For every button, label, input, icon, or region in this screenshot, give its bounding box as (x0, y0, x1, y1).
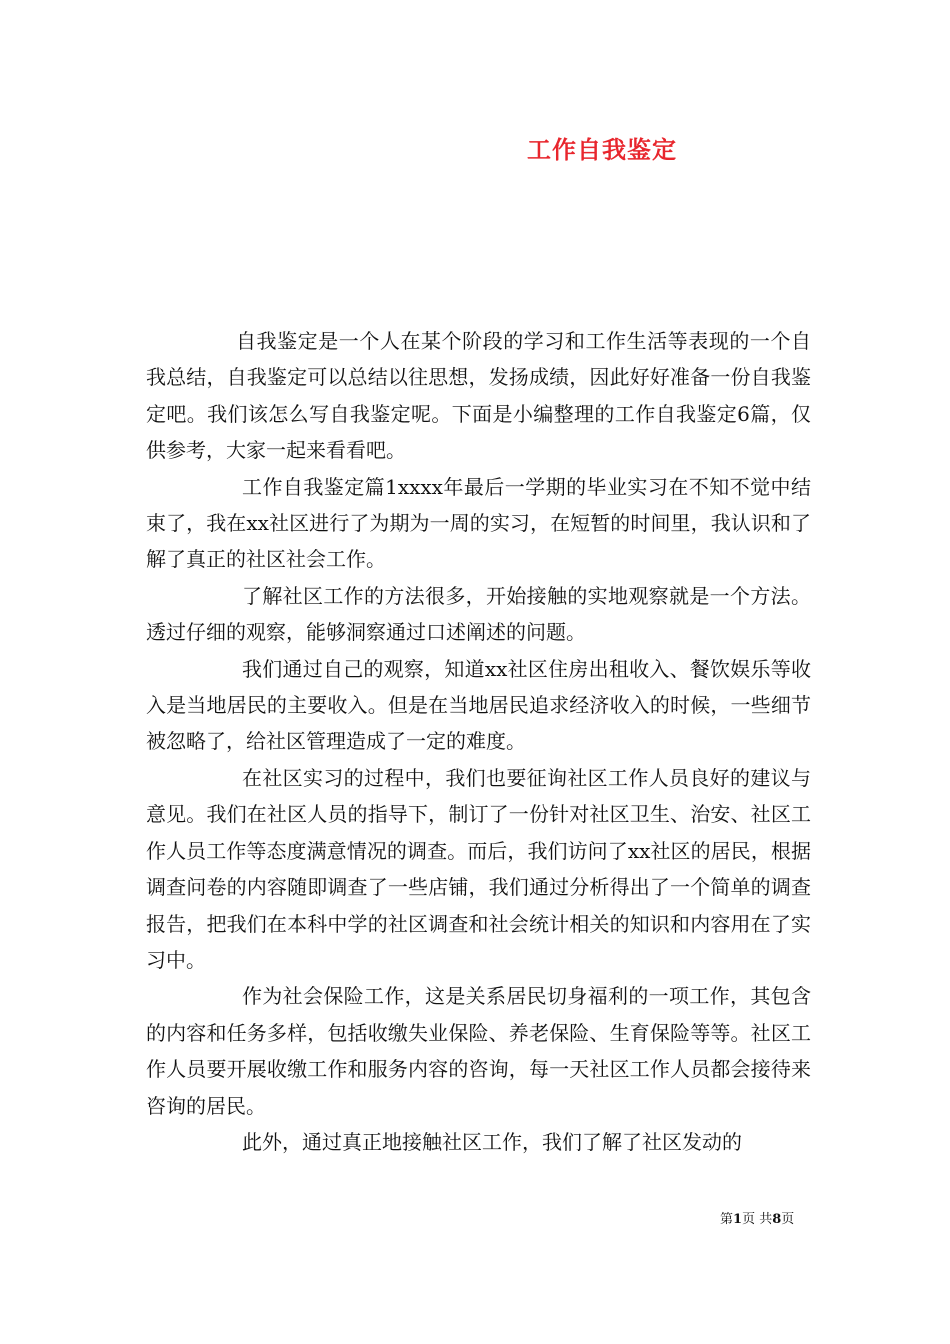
paragraph: 工作自我鉴定篇1xxxx年最后一学期的毕业实习在不知不觉中结束了，我在xx社区进行了为期为一周的实习，在短暂的时间里，我认识和了解了真正的社区社会工作。 (146, 474, 811, 572)
page-title: 工作自我鉴定 (527, 135, 677, 164)
paragraph: 了解社区工作的方法很多，开始接触的实地观察就是一个方法。透过仔细的观察，能够洞察通过口述阐述的问题。 (146, 583, 811, 645)
footer-middle: 页 共 (742, 1212, 773, 1227)
document-body (146, 323, 811, 1160)
page-number-footer (720, 1208, 794, 1227)
paragraph: 我们通过自己的观察，知道xx社区住房出租收入、餐饮娱乐等收入是当地居民的主要收入。但是在当地居民追求经济收入的时候，一些细节被忽略了，给社区管理造成了一定的难度。 (146, 656, 811, 754)
paragraph: 在社区实习的过程中，我们也要征询社区工作人员良好的建议与意见。我们在社区人员的指导下，制订了一份针对社区卫生、治安、社区工作人员工作等态度满意情况的调查。而后，我们访问了xx社区的居民，根据调查问卷的内容随即调查了一些店铺，我们通过分析得出了一个简单的调查报告，把我们在本科中学的社区调查和社会统计相关的知识和内容用在了实习中。 (146, 765, 811, 972)
paragraph-intro: 自我鉴定是一个人在某个阶段的学习和工作生活等表现的一个自我总结，自我鉴定可以总结以往思想，发扬成绩，因此好好准备一份自我鉴定吧。我们该怎么写自我鉴定呢。下面是小编整理的工作自我鉴定6篇，仅供参考，大家一起来看看吧。 (146, 329, 811, 463)
total-page-number: 8 (772, 1212, 782, 1227)
footer-prefix: 第 (720, 1212, 734, 1227)
current-page-number: 1 (733, 1212, 743, 1227)
footer-suffix: 页 (781, 1212, 795, 1227)
paragraph: 此外，通过真正地接触社区工作，我们了解了社区发动的 (242, 1129, 742, 1154)
paragraph: 作为社会保险工作，这是关系居民切身福利的一项工作，其包含的内容和任务多样，包括收缴失业保险、养老保险、生育保险等等。社区工作人员要开展收缴工作和服务内容的咨询，每一天社区工作人员都会接待来咨询的居民。 (146, 984, 811, 1118)
